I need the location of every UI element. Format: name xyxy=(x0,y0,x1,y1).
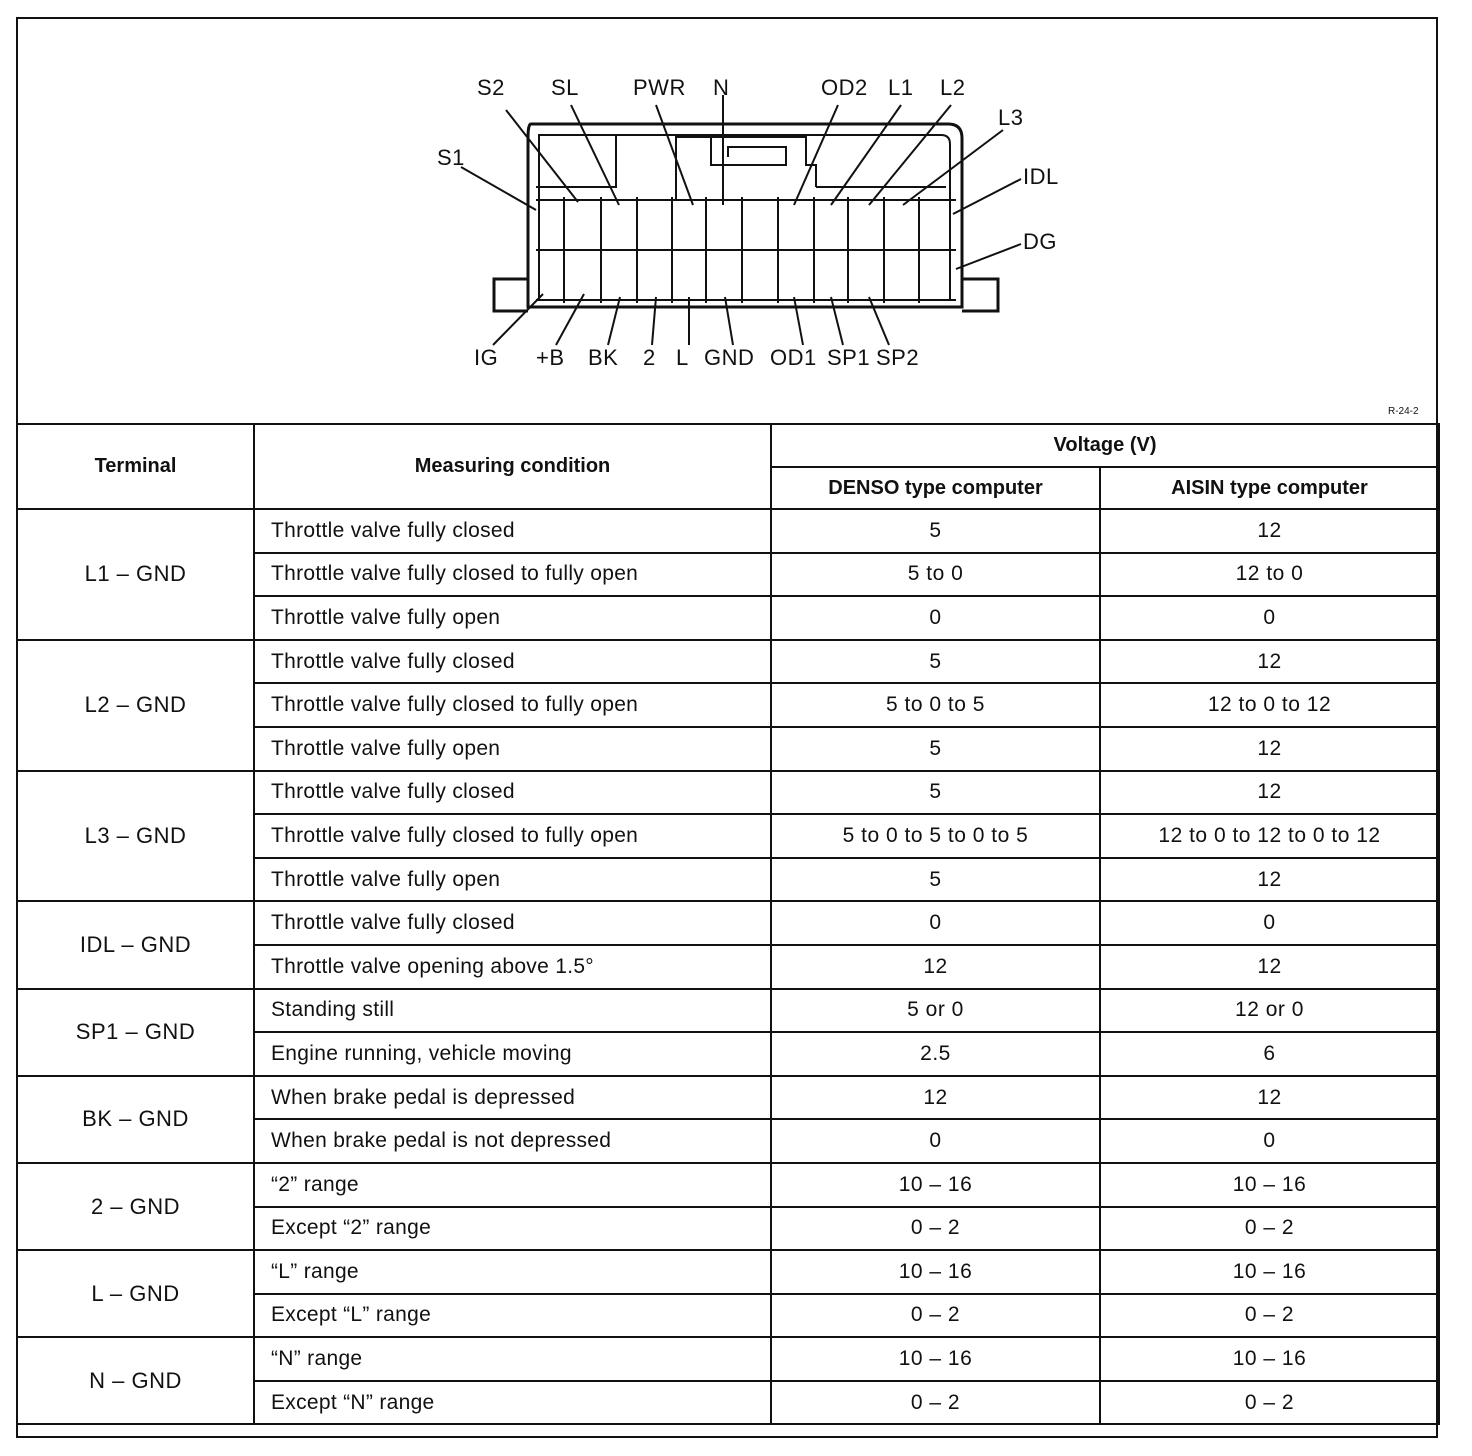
denso-voltage-cell: 10 – 16 xyxy=(771,1337,1100,1381)
denso-voltage-cell: 0 – 2 xyxy=(771,1207,1100,1251)
label-plus-b: +B xyxy=(536,345,565,370)
right-tab xyxy=(962,279,998,311)
figure-id: R-24-2 xyxy=(1388,406,1419,417)
condition-cell: When brake pedal is not depressed xyxy=(254,1119,771,1163)
condition-cell: Throttle valve fully closed to fully open xyxy=(254,814,771,858)
denso-voltage-cell: 0 xyxy=(771,901,1100,945)
aisin-voltage-cell: 12 xyxy=(1100,509,1439,553)
aisin-voltage-cell: 0 xyxy=(1100,596,1439,640)
terminal-cell: N – GND xyxy=(17,1337,254,1424)
denso-voltage-cell: 0 – 2 xyxy=(771,1294,1100,1338)
header-terminal: Terminal xyxy=(17,424,254,509)
label-l: L xyxy=(676,345,689,370)
condition-cell: Throttle valve fully closed xyxy=(254,509,771,553)
terminal-cell: L – GND xyxy=(17,1250,254,1337)
condition-cell: Throttle valve fully open xyxy=(254,858,771,902)
condition-cell: Except “L” range xyxy=(254,1294,771,1338)
denso-voltage-cell: 5 xyxy=(771,727,1100,771)
aisin-voltage-cell: 0 – 2 xyxy=(1100,1294,1439,1338)
label-l1: L1 xyxy=(888,75,914,100)
header-denso: DENSO type computer xyxy=(771,467,1100,509)
condition-cell: Throttle valve opening above 1.5° xyxy=(254,945,771,989)
denso-voltage-cell: 0 xyxy=(771,1119,1100,1163)
condition-cell: Throttle valve fully open xyxy=(254,596,771,640)
label-sp2: SP2 xyxy=(876,345,920,370)
denso-voltage-cell: 5 xyxy=(771,509,1100,553)
label-l3: L3 xyxy=(998,105,1024,130)
condition-cell: Throttle valve fully open xyxy=(254,727,771,771)
label-sp1: SP1 xyxy=(827,345,871,370)
table-row xyxy=(17,640,1439,684)
bottom-labels xyxy=(474,345,919,370)
table-row xyxy=(17,1076,1439,1120)
denso-voltage-cell: 12 xyxy=(771,1076,1100,1120)
aisin-voltage-cell: 12 xyxy=(1100,727,1439,771)
aisin-voltage-cell: 12 to 0 to 12 to 0 to 12 xyxy=(1100,814,1439,858)
aisin-voltage-cell: 12 xyxy=(1100,858,1439,902)
table-row xyxy=(17,1337,1439,1381)
label-idl: IDL xyxy=(1023,164,1059,189)
terminal-cell: BK – GND xyxy=(17,1076,254,1163)
table-row xyxy=(17,901,1439,945)
denso-voltage-cell: 5 or 0 xyxy=(771,989,1100,1033)
left-tab xyxy=(494,279,528,311)
aisin-voltage-cell: 12 xyxy=(1100,640,1439,684)
terminal-cell: L3 – GND xyxy=(17,771,254,902)
aisin-voltage-cell: 12 xyxy=(1100,1076,1439,1120)
aisin-voltage-cell: 0 – 2 xyxy=(1100,1207,1439,1251)
label-n: N xyxy=(713,75,730,100)
table-row xyxy=(17,771,1439,815)
condition-cell: Except “N” range xyxy=(254,1381,771,1425)
terminal-cell: 2 – GND xyxy=(17,1163,254,1250)
label-pwr: PWR xyxy=(633,75,686,100)
connector-diagram xyxy=(16,17,1438,424)
label-ig: IG xyxy=(474,345,499,370)
condition-cell: Throttle valve fully closed to fully open xyxy=(254,553,771,597)
label-dg: DG xyxy=(1023,229,1057,254)
label-l2: L2 xyxy=(940,75,966,100)
aisin-voltage-cell: 10 – 16 xyxy=(1100,1337,1439,1381)
condition-cell: Throttle valve fully closed xyxy=(254,640,771,684)
aisin-voltage-cell: 12 to 0 to 12 xyxy=(1100,683,1439,727)
aisin-voltage-cell: 0 – 2 xyxy=(1100,1381,1439,1425)
aisin-voltage-cell: 0 xyxy=(1100,1119,1439,1163)
condition-cell: “L” range xyxy=(254,1250,771,1294)
terminal-cell: IDL – GND xyxy=(17,901,254,988)
denso-voltage-cell: 0 – 2 xyxy=(771,1381,1100,1425)
terminal-cell: L2 – GND xyxy=(17,640,254,771)
condition-cell: Throttle valve fully closed xyxy=(254,771,771,815)
denso-voltage-cell: 10 – 16 xyxy=(771,1250,1100,1294)
denso-voltage-cell: 5 xyxy=(771,771,1100,815)
terminal-cell: L1 – GND xyxy=(17,509,254,640)
label-od1: OD1 xyxy=(770,345,817,370)
aisin-voltage-cell: 12 xyxy=(1100,945,1439,989)
denso-voltage-cell: 5 xyxy=(771,858,1100,902)
label-s2: S2 xyxy=(477,75,505,100)
aisin-voltage-cell: 0 xyxy=(1100,901,1439,945)
denso-voltage-cell: 5 to 0 to 5 xyxy=(771,683,1100,727)
label-2: 2 xyxy=(643,345,656,370)
label-od2: OD2 xyxy=(821,75,868,100)
aisin-voltage-cell: 12 xyxy=(1100,771,1439,815)
label-bk: BK xyxy=(588,345,619,370)
denso-voltage-cell: 5 to 0 xyxy=(771,553,1100,597)
aisin-voltage-cell: 6 xyxy=(1100,1032,1439,1076)
condition-cell: Throttle valve fully closed xyxy=(254,901,771,945)
header-aisin: AISIN type computer xyxy=(1100,467,1439,509)
denso-voltage-cell: 2.5 xyxy=(771,1032,1100,1076)
condition-cell: Throttle valve fully closed to fully open xyxy=(254,683,771,727)
aisin-voltage-cell: 12 to 0 xyxy=(1100,553,1439,597)
table-body xyxy=(17,509,1439,1424)
condition-cell: Except “2” range xyxy=(254,1207,771,1251)
header-voltage: Voltage (V) xyxy=(771,424,1439,467)
top-key-left xyxy=(536,135,616,187)
denso-voltage-cell: 10 – 16 xyxy=(771,1163,1100,1207)
condition-cell: Standing still xyxy=(254,989,771,1033)
table-row xyxy=(17,509,1439,553)
denso-voltage-cell: 5 to 0 to 5 to 0 to 5 xyxy=(771,814,1100,858)
denso-voltage-cell: 12 xyxy=(771,945,1100,989)
terminal-cell: SP1 – GND xyxy=(17,989,254,1076)
condition-cell: When brake pedal is depressed xyxy=(254,1076,771,1120)
label-s1: S1 xyxy=(437,145,465,170)
aisin-voltage-cell: 10 – 16 xyxy=(1100,1250,1439,1294)
condition-cell: “2” range xyxy=(254,1163,771,1207)
condition-cell: Engine running, vehicle moving xyxy=(254,1032,771,1076)
denso-voltage-cell: 5 xyxy=(771,640,1100,684)
label-gnd: GND xyxy=(704,345,755,370)
header-condition: Measuring condition xyxy=(254,424,771,509)
aisin-voltage-cell: 12 or 0 xyxy=(1100,989,1439,1033)
table-row xyxy=(17,1163,1439,1207)
voltage-table xyxy=(16,423,1440,1425)
connector-svg xyxy=(16,17,1438,424)
label-sl: SL xyxy=(551,75,579,100)
condition-cell: “N” range xyxy=(254,1337,771,1381)
table-row xyxy=(17,1250,1439,1294)
aisin-voltage-cell: 10 – 16 xyxy=(1100,1163,1439,1207)
leader-lines-bottom xyxy=(493,294,889,345)
denso-voltage-cell: 0 xyxy=(771,596,1100,640)
table-row xyxy=(17,989,1439,1033)
